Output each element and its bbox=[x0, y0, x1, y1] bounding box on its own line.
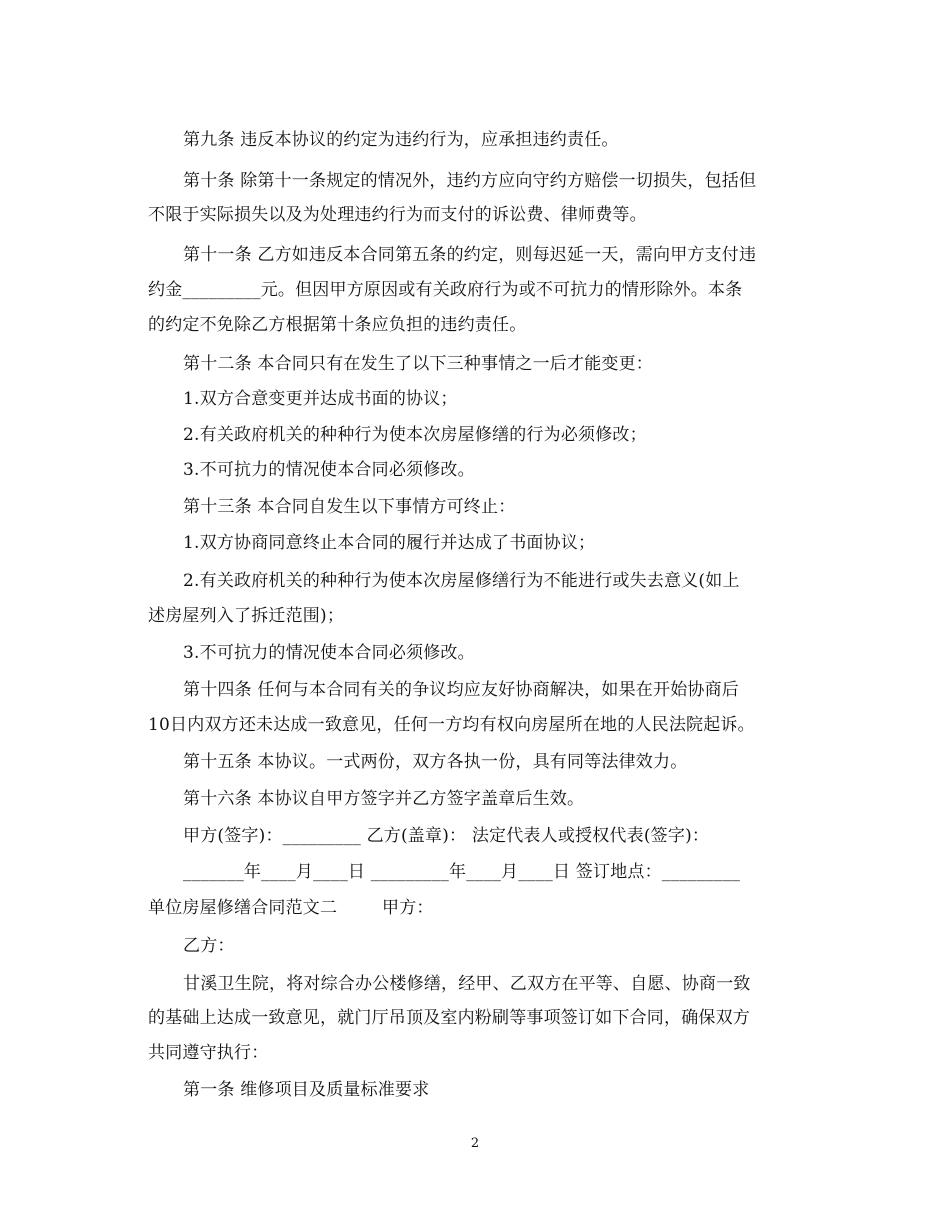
article-13-item-2-line-2: 述房屋列入了拆迁范围)； bbox=[148, 606, 345, 626]
article-16: 第十六条 本协议自甲方签字并乙方签字盖章后生效。 bbox=[183, 789, 585, 809]
article-14-line-2: 10日内双方还未达成一致意见，任何一方均有权向房屋所在地的人民法院起诉。 bbox=[148, 715, 755, 735]
article-12: 第十二条 本合同只有在发生了以下三种事情之一后才能变更： bbox=[183, 354, 654, 374]
article-13-item-3: 3.不可抗力的情况使本合同必须修改。 bbox=[183, 643, 475, 663]
article-12-item-1: 1.双方合意变更并达成书面的协议； bbox=[183, 389, 458, 409]
signature-line: 甲方(签字)：_________ 乙方(盖章)： 法定代表人或授权代表(签字)： bbox=[183, 826, 710, 846]
article-12-item-2: 2.有关政府机关的种种行为使本次房屋修缮的行为必须修改； bbox=[183, 425, 647, 445]
article-9: 第九条 违反本协议的约定为违约行为，应承担违约责任。 bbox=[183, 130, 619, 150]
article-12-item-3: 3.不可抗力的情况使本合同必须修改。 bbox=[183, 460, 475, 480]
article-11-line-3: 的约定不免除乙方根据第十条应负担的违约责任。 bbox=[148, 315, 527, 335]
contract-title-line: 单位房屋修缮合同范文二 甲方： bbox=[148, 898, 434, 918]
preamble-line-1: 甘溪卫生院，将对综合办公楼修缮，经甲、乙双方在平等、自愿、协商一致 bbox=[183, 974, 751, 994]
page-number: 2 bbox=[470, 1136, 480, 1151]
article-15: 第十五条 本协议。一式两份，双方各执一份，具有同等法律效力。 bbox=[183, 752, 688, 772]
preamble-line-2: 的基础上达成一致意见，就门厅吊顶及室内粉刷等事项签订如下合同，确保双方 bbox=[148, 1008, 750, 1028]
article-13: 第十三条 本合同自发生以下事情方可终止： bbox=[183, 497, 516, 517]
article-10-line-2: 不限于实际损失以及为处理违约行为而支付的诉讼费、律师费等。 bbox=[148, 205, 647, 225]
article-1-heading: 第一条 维修项目及质量标准要求 bbox=[183, 1080, 430, 1100]
article-10-line-1: 第十条 除第十一条规定的情况外，违约方应向守约方赔偿一切损失，包括但 bbox=[183, 171, 757, 191]
article-13-item-1: 1.双方协商同意终止本合同的履行并达成了书面协议； bbox=[183, 533, 596, 553]
date-place-line: _______年____月____日 _________年____月____日 签订地点：_________ bbox=[183, 862, 741, 882]
article-11-line-1: 第十一条 乙方如违反本合同第五条的约定，则每迟延一天，需向甲方支付违 bbox=[183, 245, 757, 265]
article-13-item-2-line-1: 2.有关政府机关的种种行为使本次房屋修缮行为不能进行或失去意义(如上 bbox=[183, 571, 740, 591]
preamble-line-3: 共同遵守执行： bbox=[148, 1043, 269, 1063]
party-b-line: 乙方： bbox=[183, 936, 235, 956]
article-14-line-1: 第十四条 任何与本合同有关的争议均应友好协商解决，如果在开始协商后 bbox=[183, 680, 740, 700]
article-11-line-2: 约金_________元。但因甲方原因或有关政府行为或不可抗力的情形除外。本条 bbox=[148, 280, 743, 300]
